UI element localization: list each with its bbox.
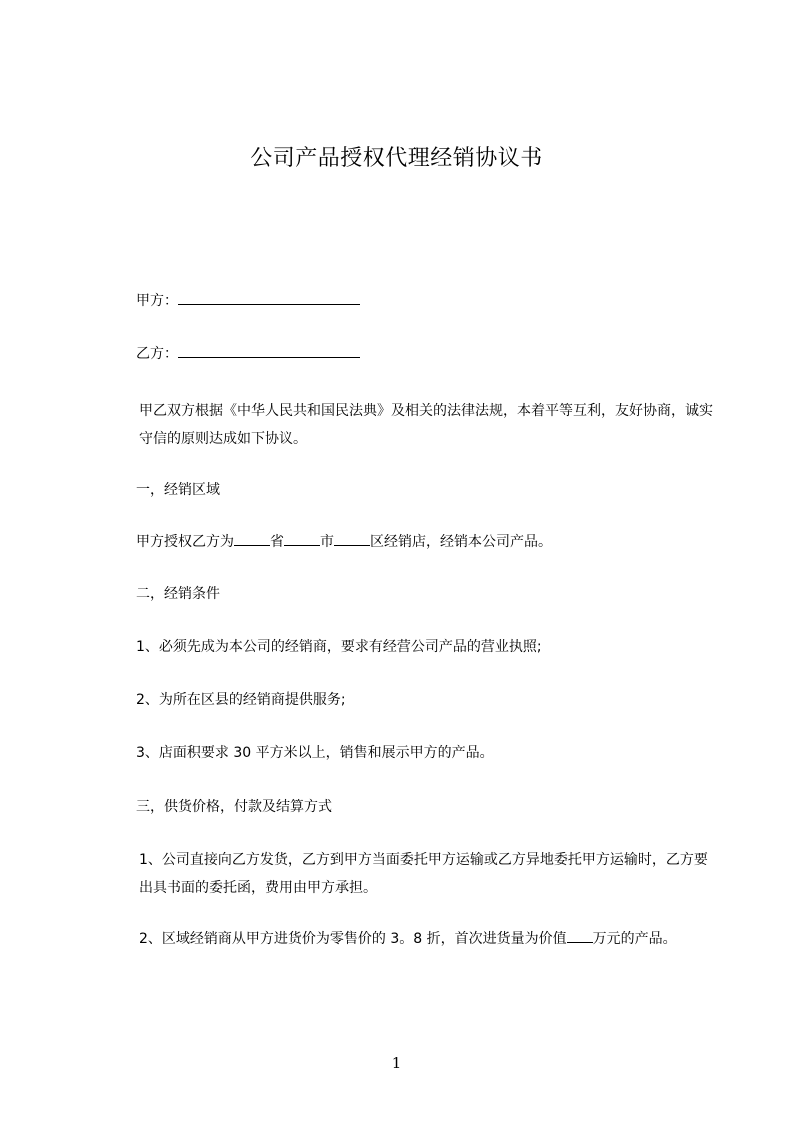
party-a-label: 甲方： — [136, 293, 178, 309]
province-label: 省 — [270, 534, 284, 550]
party-b-label: 乙方： — [136, 346, 178, 362]
page-number: 1 — [391, 1054, 402, 1072]
party-a-line — [108, 287, 726, 315]
party-b-line — [108, 340, 726, 368]
condition-2: 2、为所在区县的经销商提供服务; — [136, 692, 346, 708]
amount-blank — [567, 928, 593, 943]
payment-clause-2 — [108, 925, 717, 953]
condition-3: 3、店面积要求 30 平方米以上，销售和展示甲方的产品。 — [136, 745, 494, 761]
section1-heading: 一，经销区域 — [136, 482, 220, 498]
district-blank — [334, 531, 370, 546]
section3-heading: 三，供货价格，付款及结算方式 — [136, 799, 332, 815]
section2-heading: 二，经销条件 — [136, 586, 220, 602]
party-b-blank — [178, 343, 360, 358]
payment2-prefix: 2、区域经销商从甲方进货价为零售价的 3。8 折，首次进货量为价值 — [139, 931, 567, 947]
section1-text — [108, 528, 726, 556]
party-a-blank — [178, 290, 360, 305]
document-title: 公司产品授权代理经销协议书 — [250, 146, 543, 171]
payment-clause-1: 1、公司直接向乙方发货，乙方到甲方当面委托甲方运输或乙方异地委托甲方运输时，乙方要出具书面的委托函，费用由甲方承担。 — [139, 852, 708, 896]
intro-paragraph: 甲乙双方根据《中华人民共和国民法典》及相关的法律法规，本着平等互利，友好协商，诚实守信的原则达成如下协议。 — [139, 403, 713, 447]
city-label: 市 — [320, 534, 334, 550]
payment2-suffix: 万元的产品。 — [592, 931, 677, 947]
city-blank — [284, 531, 320, 546]
section1-suffix: 区经销店，经销本公司产品。 — [370, 534, 552, 550]
condition-1: 1、必须先成为本公司的经销商，要求有经营公司产品的营业执照; — [136, 639, 542, 655]
province-blank — [234, 531, 270, 546]
section1-prefix: 甲方授权乙方为 — [136, 534, 234, 550]
